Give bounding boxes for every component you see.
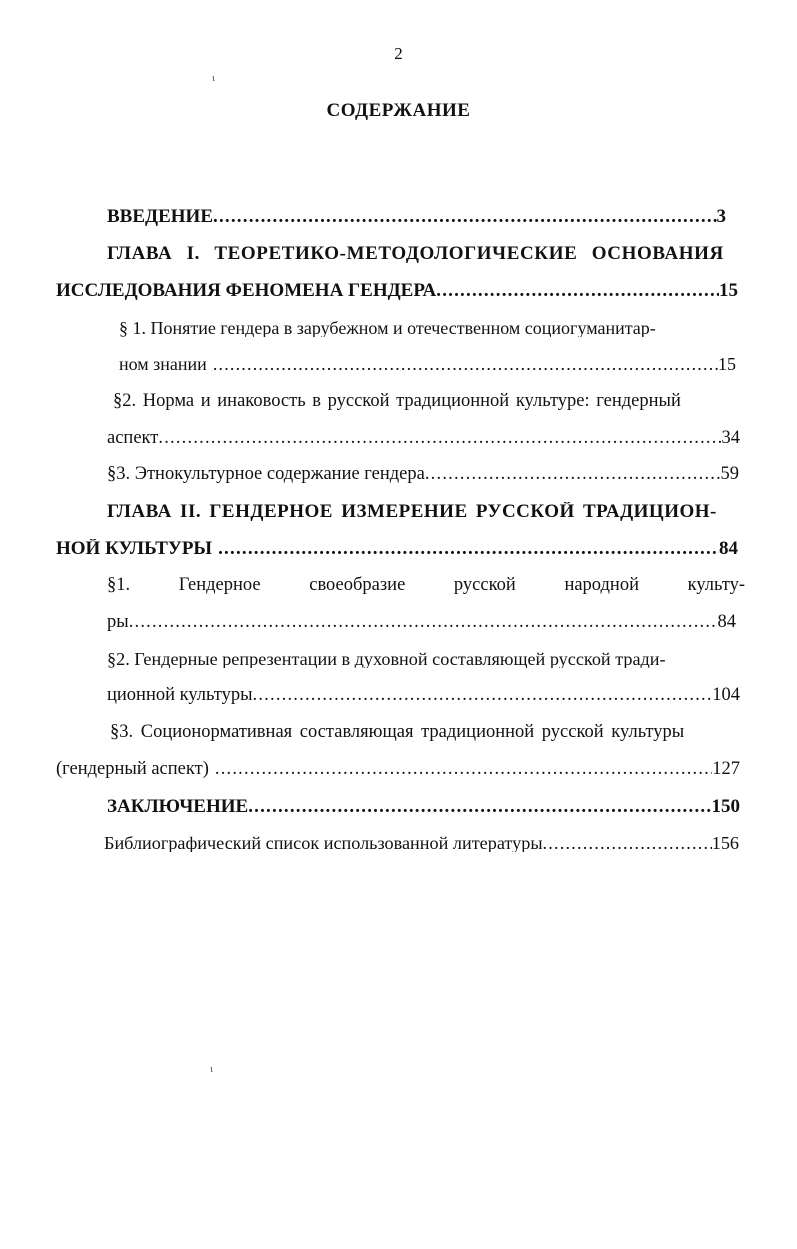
dot-leader [218,539,719,558]
toc-chapter-1-line-2[interactable] [56,281,738,300]
toc-entry-label: §3. Этнокультурное содержание гендера [107,465,425,484]
toc-chapter-2-line-1[interactable] [107,502,745,521]
toc-entry-label: ном знании [119,355,207,373]
toc-entry-conclusion[interactable] [107,797,740,816]
toc-word: §1. [107,576,131,595]
toc-page-number: 127 [712,760,740,779]
toc-page-number: 59 [720,465,739,484]
toc-entry-label: Библиографический список использованной литературы [104,834,543,853]
toc-section-1-2-line-2[interactable] [107,429,740,448]
toc-entry-label: §2. Норма и инаковость в русской традиционной культуре: гендерный [113,392,681,411]
toc-word: русской [453,576,516,595]
toc-page-number: 15 [719,281,738,300]
toc-entry-label: ГЛАВА II. ГЕНДЕРНОЕ ИЗМЕРЕНИЕ РУССКОЙ ТРАДИЦИОН- [107,502,717,521]
toc-page-number: 3 [716,207,726,226]
toc-section-1-2-line-1[interactable] [113,392,745,411]
toc-entry-label: ры [107,613,129,632]
dot-leader [436,281,719,300]
toc-entry-label: § 1. Понятие гендера в зарубежном и отечественном социогуманитар- [119,319,656,337]
toc-entry-label: аспект [107,429,159,448]
toc-entry-intro[interactable] [107,207,726,226]
toc-word: культу- [687,576,745,595]
toc-page-number: 84 [717,613,736,632]
toc-section-2-1-line-2[interactable] [107,613,736,632]
toc-section-2-1-line-1[interactable] [107,576,745,595]
toc-chapter-1-line-1[interactable] [107,244,745,263]
toc-word: народной [564,576,639,595]
toc-chapter-2-line-2[interactable] [56,539,738,558]
dot-leader [543,834,712,852]
toc-page-number: 150 [711,797,740,816]
dot-leader [129,613,718,632]
toc-entry-label: §3. Соционормативная составляющая традиционной русской культуры [110,723,685,742]
toc-entry-label: (гендерный аспект) [56,760,209,779]
toc-page-number: 34 [721,429,740,448]
toc-entry-label: НОЙ КУЛЬТУРЫ [56,539,213,558]
toc-page-number: 15 [718,355,736,373]
toc-entry-label: ВВЕДЕНИЕ [107,207,213,226]
toc-entry-label: ционной культуры [107,686,253,705]
toc-section-1-1-line-2[interactable] [119,355,736,373]
dot-leader [213,207,717,226]
toc-entry-label: ЗАКЛЮЧЕНИЕ [107,797,249,816]
toc-entry-label: ГЛАВА I. ТЕОРЕТИКО-МЕТОДОЛОГИЧЕСКИЕ ОСНОВАНИЯ [107,244,724,263]
page-title: СОДЕРЖАНИЕ [326,100,471,121]
dot-leader [253,686,713,705]
toc-section-2-3-line-2[interactable] [56,760,740,779]
toc-page-number: 104 [712,686,740,705]
toc-word: своеобразие [309,576,406,595]
scan-speck: ι [210,1063,213,1075]
dot-leader [248,797,711,816]
dot-leader [158,429,721,448]
page-number: 2 [394,44,403,63]
toc-entry-label: §2. Гендерные репрезентации в духовной составляющей русской тради- [107,650,666,669]
toc-section-1-3[interactable] [107,465,739,484]
dot-leader [215,760,712,779]
toc-entry-bibliography[interactable] [104,834,739,852]
toc-page-number: 156 [711,834,739,853]
dot-leader [213,355,718,373]
toc-page-number: 84 [719,539,738,558]
toc-word: Гендерное [178,576,261,595]
dot-leader [425,465,721,484]
scan-speck: ι [212,72,215,84]
toc-section-1-1-line-1[interactable] [119,319,747,337]
toc-section-2-2-line-1[interactable] [107,650,745,668]
toc-section-2-2-line-2[interactable] [107,686,740,705]
toc-entry-label: ИССЛЕДОВАНИЯ ФЕНОМЕНА ГЕНДЕРА [56,281,437,300]
toc-section-2-3-line-1[interactable] [110,723,745,742]
